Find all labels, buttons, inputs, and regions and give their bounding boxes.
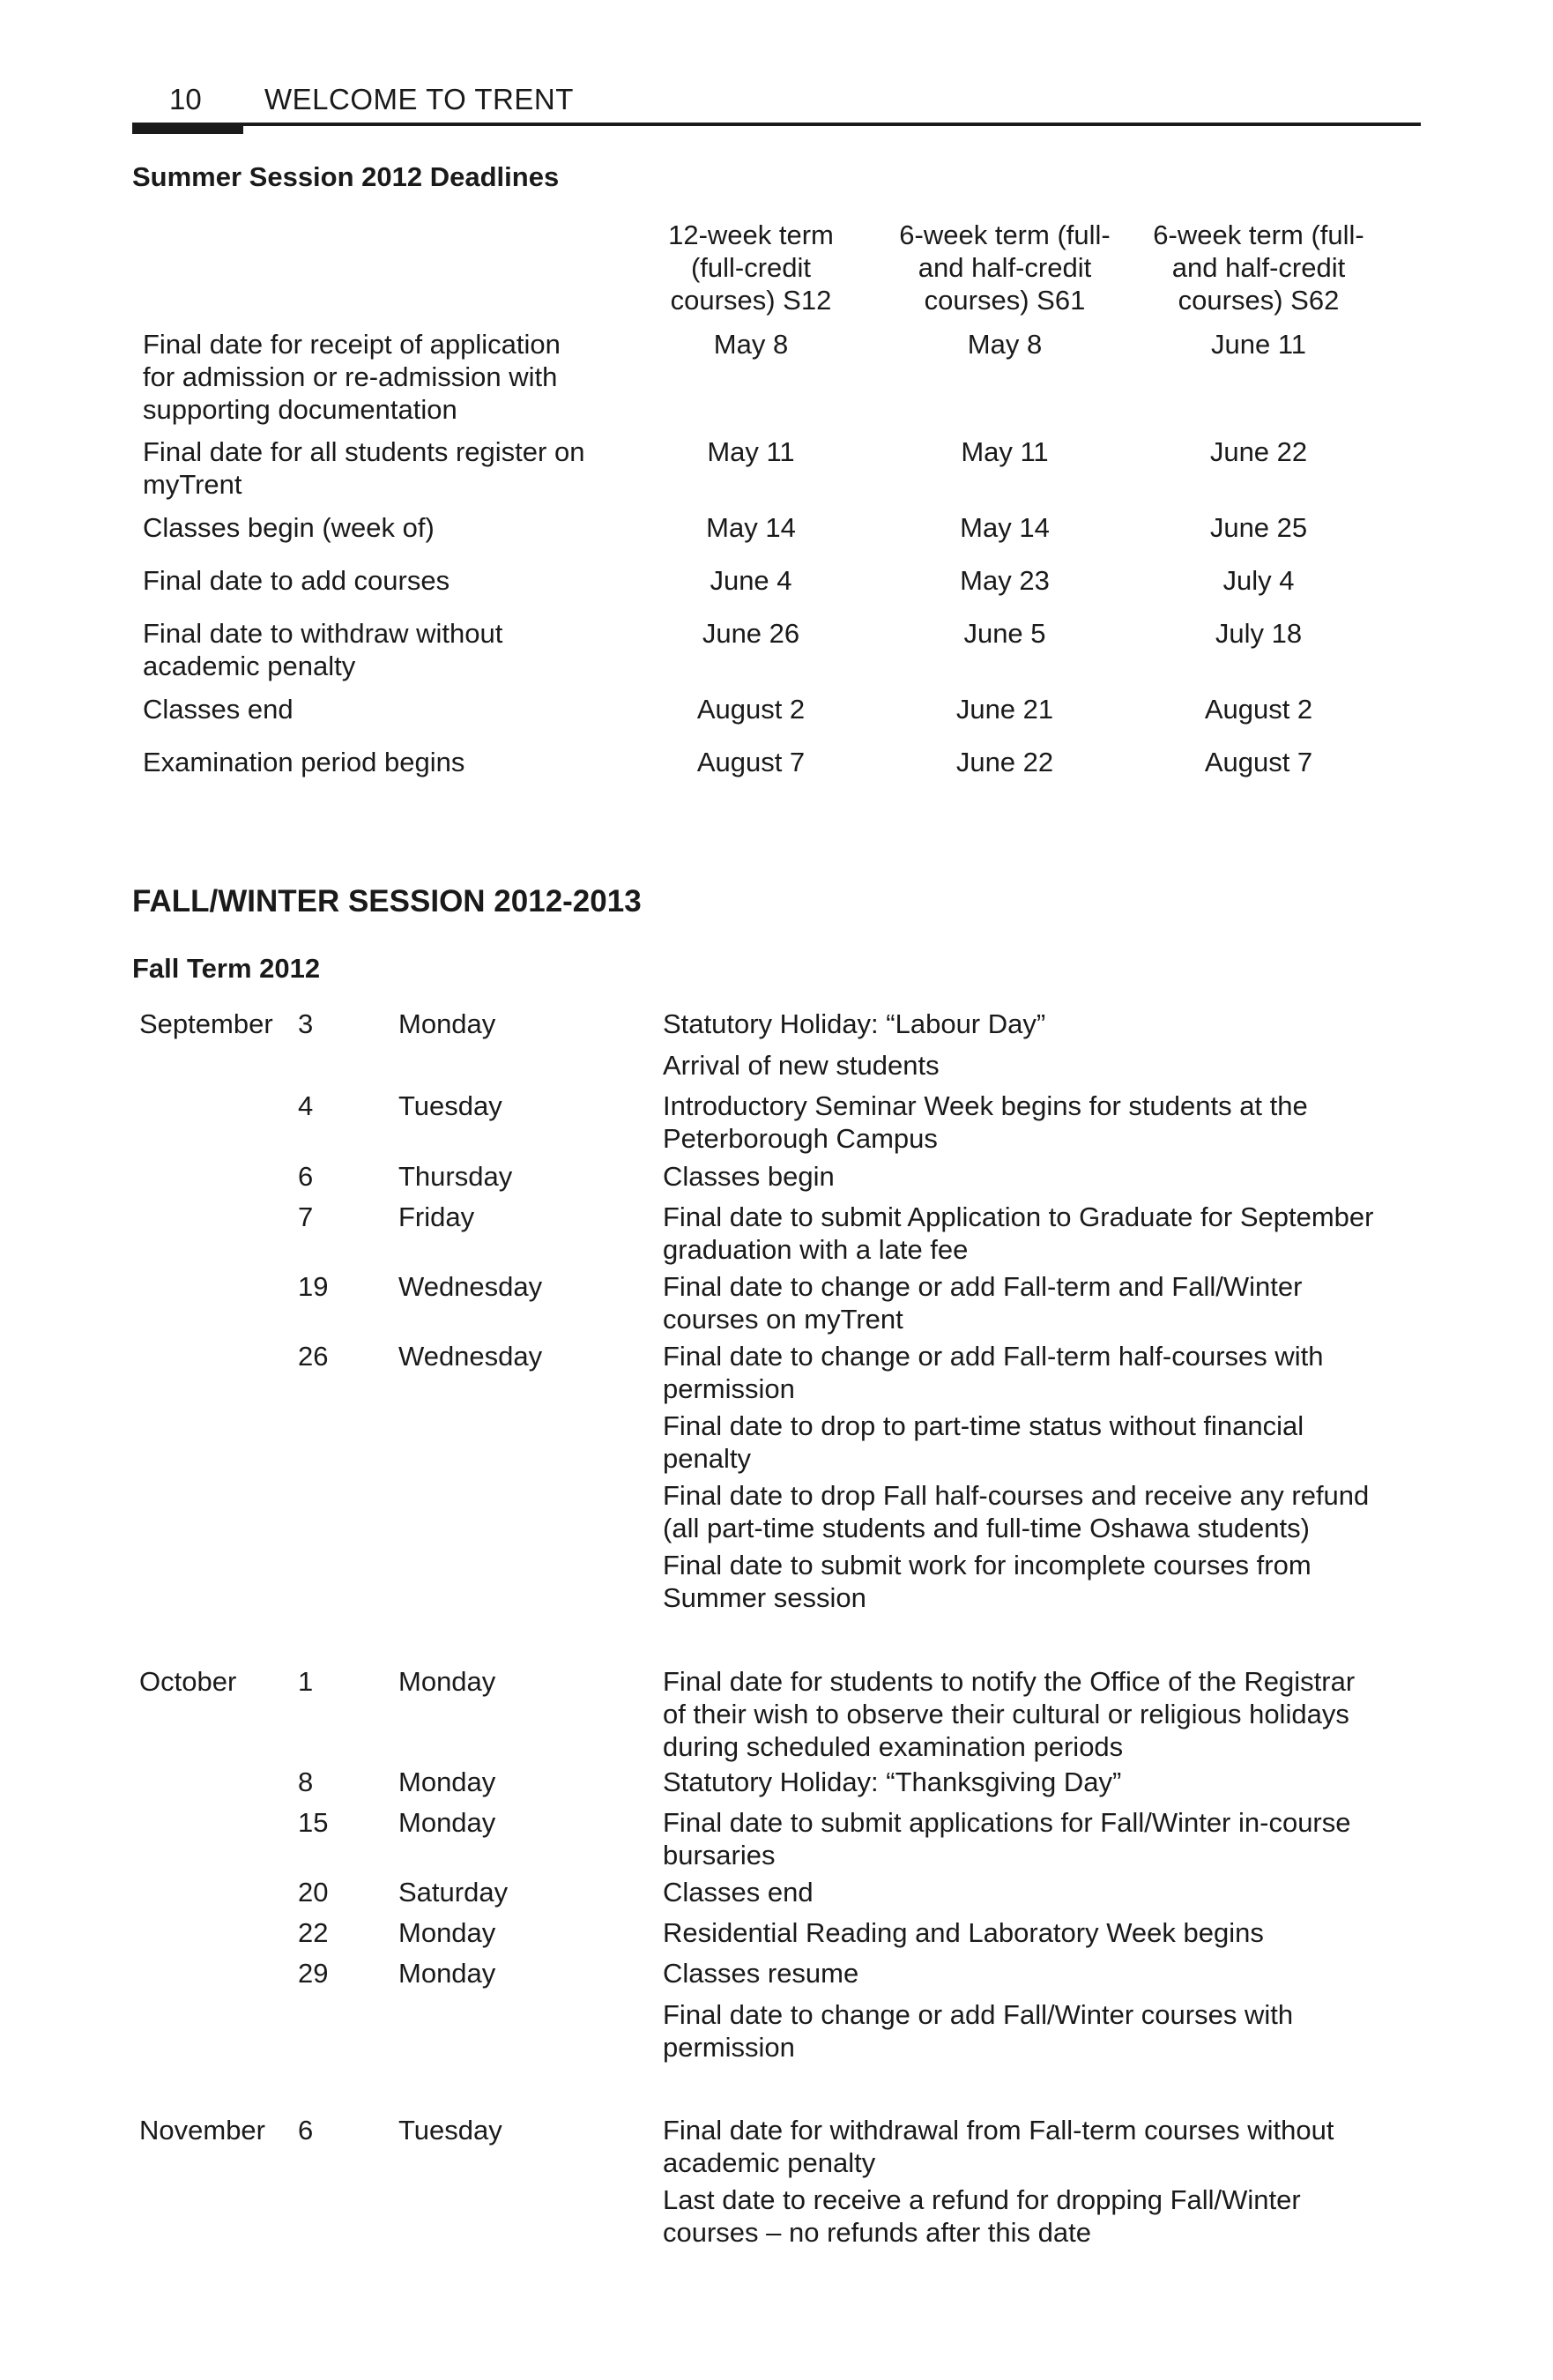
table-cell: May 14 — [706, 512, 796, 543]
event-description — [663, 1409, 1421, 1475]
event-description-line: Classes resume — [663, 1958, 859, 1989]
header-tab-bar — [132, 126, 243, 134]
table-cell: August 7 — [696, 747, 806, 777]
event-weekday: Thursday — [398, 1161, 513, 1192]
row-label — [143, 435, 636, 501]
column-header-line: courses) S12 — [670, 285, 832, 316]
event-description-line: permission — [663, 1373, 795, 1404]
column-header — [1144, 219, 1373, 316]
event-day: 7 — [298, 1201, 314, 1232]
table-cell: June 26 — [702, 618, 800, 649]
row-label — [143, 564, 636, 597]
row-label — [143, 511, 636, 544]
event-month: November — [139, 2115, 265, 2146]
event-description-line: Last date to receive a refund for dropping Fall/Winter — [663, 2184, 1301, 2215]
event-description — [663, 1806, 1421, 1871]
column-header-line: courses) S62 — [1178, 285, 1340, 316]
row-label-line: myTrent — [143, 469, 242, 500]
event-description-line: Introductory Seminar Week begins for students at the — [663, 1090, 1308, 1121]
event-description-line: bursaries — [663, 1840, 776, 1871]
event-description — [663, 1340, 1421, 1405]
event-day: 19 — [298, 1271, 329, 1302]
table-cell: June 5 — [963, 618, 1046, 649]
event-description — [663, 1916, 1421, 1949]
row-label-line: Final date to withdraw without — [143, 618, 503, 649]
row-label-line: Final date for all students register on — [143, 436, 585, 467]
table-cell: August 2 — [1204, 694, 1313, 725]
event-description — [663, 2183, 1421, 2249]
table-cell: May 11 — [707, 436, 795, 467]
event-weekday: Monday — [398, 1958, 496, 1989]
event-day: 1 — [298, 1666, 314, 1697]
event-description-line: graduation with a late fee — [663, 1234, 969, 1265]
event-day: 6 — [298, 1161, 314, 1192]
fall-winter-section-title: FALL/WINTER SESSION 2012-2013 — [132, 884, 642, 919]
row-label — [143, 328, 636, 426]
table-cell: June 22 — [955, 747, 1054, 777]
event-description-line: permission — [663, 2032, 795, 2063]
event-description — [663, 1270, 1421, 1335]
column-header — [636, 219, 866, 316]
row-label-line: supporting documentation — [143, 394, 457, 425]
running-title: WELCOME TO TRENT — [264, 83, 574, 115]
table-cell: June 21 — [955, 694, 1054, 725]
row-label — [143, 693, 636, 725]
event-day: 15 — [298, 1807, 329, 1838]
event-day: 6 — [298, 2115, 314, 2146]
event-weekday: Tuesday — [398, 1090, 502, 1121]
column-header-line: and half-credit — [1171, 252, 1346, 283]
event-description-line: (all part-time students and full-time Oshawa students) — [663, 1513, 1310, 1543]
event-description — [663, 1876, 1421, 1908]
event-day: 4 — [298, 1090, 314, 1121]
event-month: October — [139, 1666, 237, 1697]
event-description — [663, 1998, 1421, 2064]
event-description — [663, 1049, 1421, 1082]
event-description — [663, 1665, 1421, 1763]
event-weekday: Wednesday — [398, 1271, 543, 1302]
event-description-line: during scheduled examination periods — [663, 1731, 1124, 1762]
event-description — [663, 2114, 1421, 2179]
event-day: 26 — [298, 1341, 329, 1372]
event-description-line: Classes begin — [663, 1161, 835, 1192]
event-description-line: Final date to submit work for incomplete courses from — [663, 1550, 1312, 1580]
event-description-line: Final date to drop to part-time status without financial — [663, 1410, 1304, 1441]
event-weekday: Monday — [398, 1807, 496, 1838]
table-cell: June 22 — [1209, 436, 1308, 467]
table-cell: May 8 — [967, 329, 1043, 360]
row-label-line: for admission or re-admission with — [143, 361, 558, 392]
running-header — [132, 83, 1421, 136]
table-cell: July 18 — [1215, 618, 1303, 649]
event-description-line: Summer session — [663, 1582, 866, 1613]
table-cell: June 4 — [710, 565, 792, 596]
event-description — [663, 1957, 1421, 1990]
column-header-line: (full-credit — [690, 252, 812, 283]
event-description-line: Final date to change or add Fall/Winter courses with — [663, 1999, 1294, 2030]
column-header-line: 6-week term (full- — [899, 219, 1111, 250]
event-description — [663, 1008, 1421, 1040]
event-month: September — [139, 1008, 273, 1039]
event-day: 8 — [298, 1766, 314, 1797]
event-weekday: Monday — [398, 1666, 496, 1697]
row-label-line: Classes begin (week of) — [143, 512, 435, 543]
event-description-line: academic penalty — [663, 2147, 876, 2178]
event-description-line: penalty — [663, 1443, 751, 1474]
event-description-line: Arrival of new students — [663, 1050, 940, 1081]
table-cell: May 11 — [961, 436, 1049, 467]
event-weekday: Friday — [398, 1201, 475, 1232]
row-label-line: Final date for receipt of application — [143, 329, 561, 360]
event-description — [663, 1160, 1421, 1193]
event-weekday: Saturday — [398, 1877, 509, 1908]
event-description-line: Final date to change or add Fall-term and Fall/Winter — [663, 1271, 1303, 1302]
event-day: 20 — [298, 1877, 329, 1908]
event-weekday: Monday — [398, 1008, 496, 1039]
page-number: 10 — [169, 83, 202, 115]
row-label — [143, 617, 636, 682]
row-label-line: Final date to add courses — [143, 565, 450, 596]
table-cell: August 2 — [696, 694, 806, 725]
table-cell: May 8 — [713, 329, 789, 360]
event-description-line: Statutory Holiday: “Labour Day” — [663, 1008, 1046, 1039]
table-cell: June 11 — [1210, 329, 1306, 360]
event-description-line: Classes end — [663, 1877, 814, 1908]
event-description — [663, 1201, 1421, 1266]
event-weekday: Monday — [398, 1766, 496, 1797]
event-description-line: Statutory Holiday: “Thanksgiving Day” — [663, 1766, 1122, 1797]
table-cell: May 14 — [960, 512, 1050, 543]
table-cell: May 23 — [960, 565, 1050, 596]
table-cell: July 4 — [1222, 565, 1295, 596]
summer-section-title: Summer Session 2012 Deadlines — [132, 161, 560, 192]
event-weekday: Tuesday — [398, 2115, 502, 2146]
event-weekday: Monday — [398, 1917, 496, 1948]
event-description-line: courses on myTrent — [663, 1304, 903, 1335]
event-day: 29 — [298, 1958, 329, 1989]
header-rule — [132, 123, 1421, 126]
event-description — [663, 1479, 1421, 1544]
event-description — [663, 1090, 1421, 1155]
column-header-line: courses) S61 — [924, 285, 1086, 316]
event-day: 22 — [298, 1917, 329, 1948]
row-label-line: Examination period begins — [143, 747, 465, 777]
event-description-line: Final date to drop Fall half-courses and receive any refund — [663, 1480, 1370, 1511]
event-description-line: Residential Reading and Laboratory Week begins — [663, 1917, 1264, 1948]
event-description-line: Final date to submit Application to Graduate for September — [663, 1201, 1374, 1232]
column-header-line: 6-week term (full- — [1153, 219, 1364, 250]
fall-term-title: Fall Term 2012 — [132, 953, 321, 984]
event-description-line: Final date to submit applications for Fall/Winter in-course — [663, 1807, 1351, 1838]
event-description-line: courses – no refunds after this date — [663, 2217, 1091, 2248]
event-description — [663, 1549, 1421, 1614]
column-header-line: and half-credit — [918, 252, 1092, 283]
row-label-line: Classes end — [143, 694, 294, 725]
event-description-line: Final date for withdrawal from Fall-term courses without — [663, 2115, 1334, 2146]
event-description-line: Peterborough Campus — [663, 1123, 938, 1154]
row-label — [143, 746, 636, 778]
table-cell: June 25 — [1209, 512, 1308, 543]
row-label-line: academic penalty — [143, 651, 356, 681]
event-day: 3 — [298, 1008, 314, 1039]
event-description-line: Final date to change or add Fall-term half-courses with — [663, 1341, 1324, 1372]
event-description — [663, 1766, 1421, 1798]
table-cell: August 7 — [1204, 747, 1313, 777]
column-header-line: 12-week term — [668, 219, 834, 250]
column-header — [890, 219, 1119, 316]
event-description-line: of their wish to observe their cultural or religious holidays — [663, 1699, 1349, 1729]
event-description-line: Final date for students to notify the Office of the Registrar — [663, 1666, 1356, 1697]
event-weekday: Wednesday — [398, 1341, 543, 1372]
